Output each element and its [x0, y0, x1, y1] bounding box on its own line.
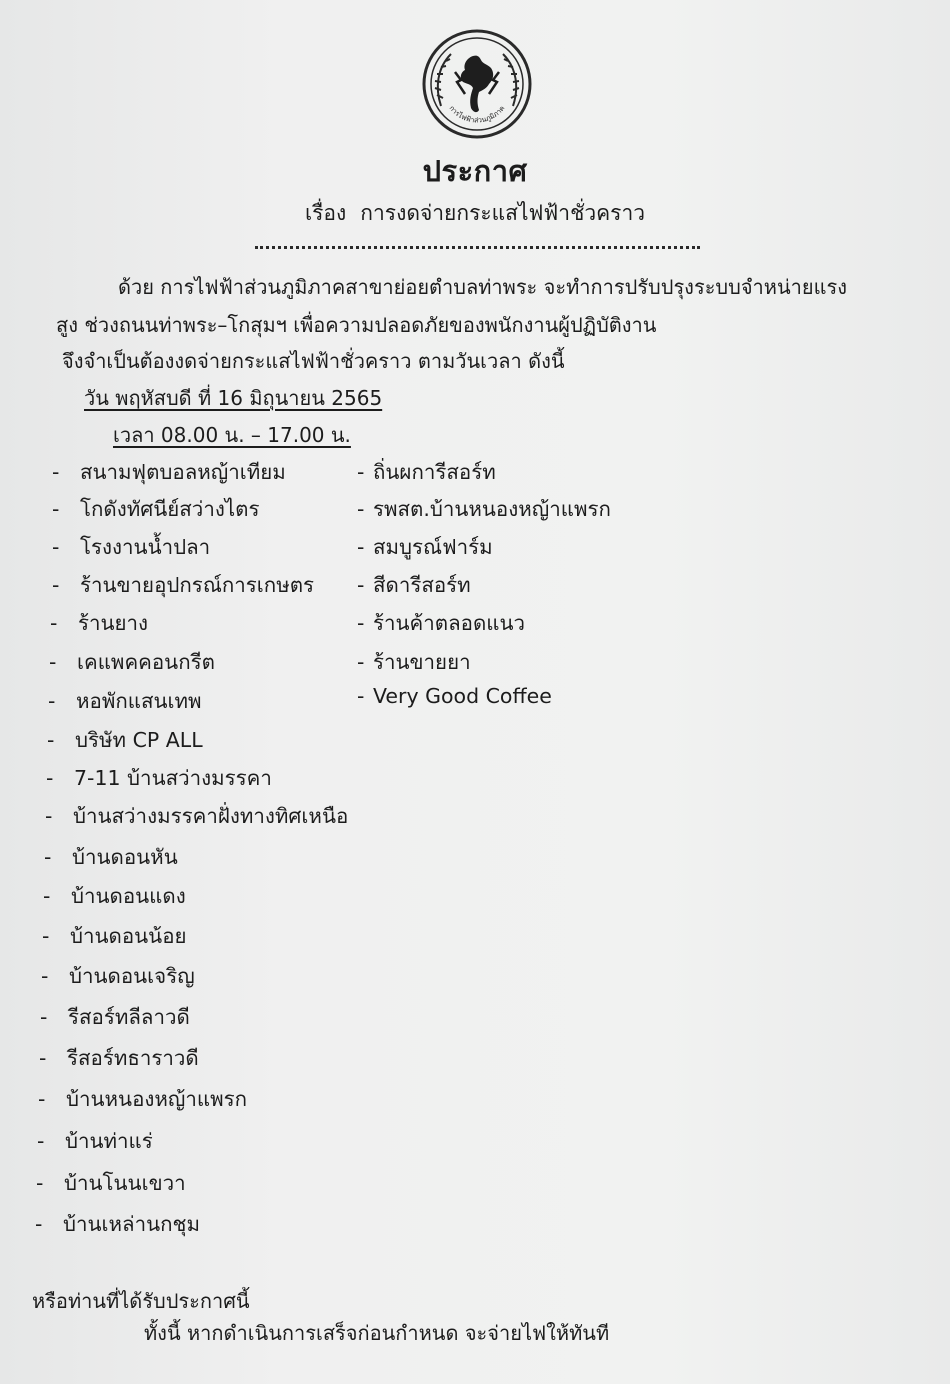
- page-title: ประกาศ: [422, 154, 528, 188]
- left-area-label: บ้านหนองหญ้าแพรก: [66, 1087, 248, 1111]
- right-area-item: [357, 493, 611, 526]
- left-area-item: [52, 569, 314, 602]
- bullet-dash: -: [40, 1005, 48, 1029]
- subject-text: การงดจ่ายกระแสไฟฟ้าชั่วคราว: [360, 201, 646, 225]
- bullet-dash: -: [44, 845, 52, 869]
- footer-line-2: ทั้งนี้ หากดำเนินการเสร็จก่อนกำหนด จะจ่ายไฟให้ทันที: [144, 1321, 610, 1345]
- left-area-item: [41, 960, 195, 993]
- outage-date: วัน พฤหัสบดี ที่ 16 มิถุนายน 2565: [84, 386, 383, 410]
- left-area-label: ร้านยาง: [78, 611, 149, 635]
- bullet-dash: -: [42, 924, 50, 948]
- left-area-label: บริษัท CP ALL: [75, 728, 203, 752]
- left-area-label: บ้านสว่างมรรคาฝั่งทางทิศเหนือ: [73, 804, 349, 828]
- right-area-item: [357, 684, 552, 708]
- right-area-item: [357, 456, 496, 489]
- left-area-item: [43, 880, 186, 913]
- bullet-dash: -: [37, 1129, 45, 1153]
- left-area-item: [48, 685, 202, 718]
- left-area-label: บ้านท่าแร่: [65, 1129, 153, 1153]
- left-area-label: รีสอร์ทลีลาวดี: [68, 1005, 190, 1029]
- right-area-item: [357, 646, 471, 679]
- left-area-label: หอพักแสนเทพ: [76, 689, 202, 713]
- footer-line-1: หรือท่านที่ได้รับประกาศนี้: [32, 1289, 250, 1313]
- right-area-item: [357, 569, 471, 602]
- left-area-label: บ้านดอนน้อย: [70, 924, 187, 948]
- left-area-item: [35, 1208, 200, 1241]
- left-area-item: [52, 456, 286, 489]
- body-line-1: ด้วย การไฟฟ้าส่วนภูมิภาคสาขาย่อยตำบลท่าพระ จะทำการปรับปรุงระบบจำหน่ายแรง: [118, 275, 847, 299]
- left-area-item: [36, 1167, 186, 1200]
- bullet-dash: -: [52, 573, 60, 597]
- left-area-label: บ้านดอนเจริญ: [69, 964, 195, 988]
- left-area-label: สนามฟุตบอลหญ้าเทียม: [80, 460, 286, 484]
- left-area-label: บ้านโนนเขวา: [64, 1171, 186, 1195]
- left-area-item: [50, 607, 148, 640]
- left-area-label: 7-11 บ้านสว่างมรรคา: [74, 766, 272, 790]
- left-area-label: บ้านดอนแดง: [71, 884, 186, 908]
- bullet-dash: -: [49, 650, 57, 674]
- left-area-label: โรงงานน้ำปลา: [80, 535, 211, 559]
- right-area-label: สีดารีสอร์ท: [373, 573, 471, 597]
- bullet-dash: -: [48, 689, 56, 713]
- left-area-item: [45, 800, 348, 833]
- bullet-dash: -: [39, 1046, 47, 1070]
- right-area-label: ถิ่นผการีสอร์ท: [373, 460, 496, 484]
- left-area-item: [40, 1001, 190, 1034]
- left-area-item: [42, 920, 187, 953]
- bullet-dash: -: [357, 611, 365, 635]
- body-line-3: จึงจำเป็นต้องงดจ่ายกระแสไฟฟ้าชั่วคราว ตามวันเวลา ดังนี้: [62, 349, 565, 373]
- bullet-dash: -: [43, 884, 51, 908]
- bullet-dash: -: [46, 766, 54, 790]
- bullet-dash: -: [357, 650, 365, 674]
- left-area-item: [52, 493, 259, 526]
- bullet-dash: -: [47, 728, 55, 752]
- bullet-dash: -: [357, 684, 365, 708]
- bullet-dash: -: [52, 497, 60, 521]
- pea-seal-logo: [421, 28, 533, 140]
- bullet-dash: -: [38, 1087, 46, 1111]
- left-area-label: ร้านขายอุปกรณ์การเกษตร: [80, 573, 315, 597]
- bullet-dash: -: [357, 535, 365, 559]
- bullet-dash: -: [41, 964, 49, 988]
- left-area-item: [44, 841, 178, 874]
- bullet-dash: -: [357, 573, 365, 597]
- left-area-label: บ้านดอนหัน: [72, 845, 178, 869]
- body-line-2: สูง ช่วงถนนท่าพระ–โกสุมฯ เพื่อความปลอดภัยของพนักงานผู้ปฏิบัติงาน: [56, 313, 657, 337]
- left-area-item: [46, 762, 272, 795]
- right-area-label: ร้านขายยา: [373, 650, 471, 674]
- right-area-label: ร้านค้าตลอดแนว: [373, 611, 525, 635]
- right-area-item: [357, 607, 525, 640]
- bullet-dash: -: [45, 804, 53, 828]
- right-area-label: สมบูรณ์ฟาร์ม: [373, 535, 493, 559]
- bullet-dash: -: [36, 1171, 44, 1195]
- left-area-item: [52, 531, 210, 564]
- left-area-item: [47, 724, 203, 757]
- left-area-label: บ้านเหล่านกชุม: [63, 1212, 200, 1236]
- subject-line: [0, 197, 950, 230]
- left-area-label: เคแพคคอนกรีต: [77, 650, 215, 674]
- left-area-label: รีสอร์ทธาราวดี: [67, 1046, 199, 1070]
- right-area-label: Very Good Coffee: [373, 684, 552, 708]
- bullet-dash: -: [50, 611, 58, 635]
- left-area-item: [37, 1125, 153, 1158]
- left-area-item: [49, 646, 215, 679]
- bullet-dash: -: [357, 497, 365, 521]
- left-area-label: โกดังทัศนีย์สว่างไตร: [80, 497, 260, 521]
- bullet-dash: -: [52, 460, 60, 484]
- outage-time: เวลา 08.00 น. – 17.00 น.: [113, 423, 351, 447]
- right-area-label: รพสต.บ้านหนองหญ้าแพรก: [373, 497, 611, 521]
- bullet-dash: -: [35, 1212, 43, 1236]
- seal-text: การไฟฟ้าส่วนภูมิภาค: [447, 104, 507, 125]
- bullet-dash: -: [52, 535, 60, 559]
- left-area-item: [39, 1042, 199, 1075]
- dotted-divider: [255, 246, 700, 249]
- bullet-dash: -: [357, 460, 365, 484]
- subject-label: เรื่อง: [304, 201, 347, 225]
- left-area-item: [38, 1083, 247, 1116]
- right-area-item: [357, 531, 493, 564]
